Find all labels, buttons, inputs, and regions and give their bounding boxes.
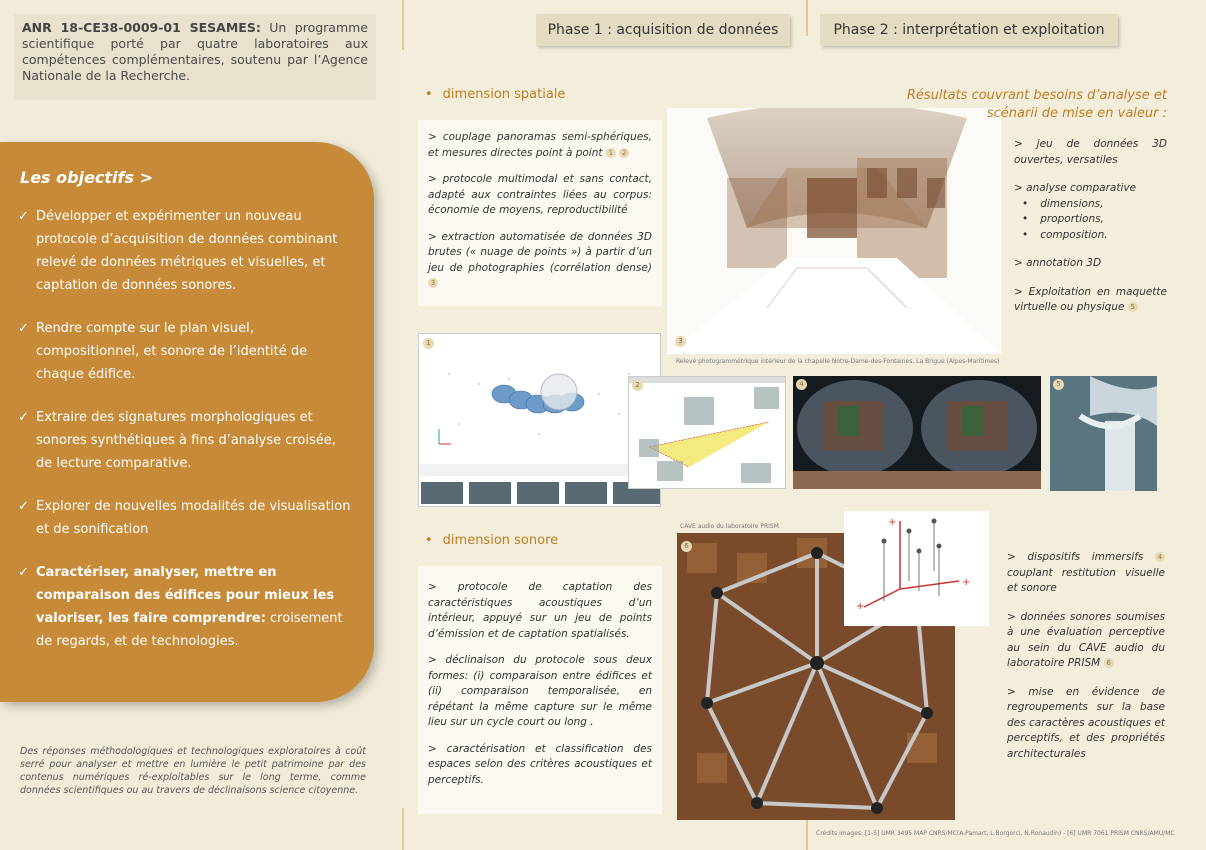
model-illustration (1050, 376, 1157, 491)
check-icon: ✓ (18, 499, 29, 514)
objective-text: Développer et expérimenter un nouveau protocole d’acquisition de données combinant relevé de données métriques et visuelles, et captation de données sonores. (36, 209, 338, 293)
result-item-text: > Exploitation en maquette virtuelle ou physique (1014, 285, 1167, 313)
divider-top-left (402, 0, 404, 50)
point-measure-illustration (629, 377, 786, 489)
spatial-paragraph (428, 230, 652, 292)
chapel-illustration (667, 108, 1001, 354)
sonic-paragraph: > déclinaison du protocole sous deux formes: (i) comparaison entre édifices et (ii) comparaison temporalisée, en répétant la même capture sur le même lieu sur un cycle court ou long . (428, 654, 652, 728)
phase-2-label: Phase 2 : interprétation et exploitation (820, 14, 1118, 46)
objectives-list (20, 205, 354, 653)
spatial-text-box (418, 120, 662, 306)
check-icon: ✓ (18, 321, 29, 336)
panorama-survey-image (418, 333, 661, 507)
figure-number: 5 (1053, 379, 1064, 390)
sonic-results-list (1007, 550, 1165, 775)
axis-plus-label: + (888, 517, 897, 528)
sonic-result-item (1007, 610, 1165, 672)
sonic-result-item (1007, 550, 1165, 597)
spatial-paragraph-text: > protocole multimodal et sans contact, adapté aux contraintes liées au corpus: économie de moyens, reproductibilité (428, 173, 652, 216)
results-list (1014, 137, 1167, 329)
bullet-icon: • (425, 87, 433, 102)
point-measure-image (628, 376, 786, 489)
sonic-paragraph: > caractérisation et classification des espaces selon des critères acoustiques et perceptifs. (428, 742, 652, 786)
divider-bottom-left (402, 808, 404, 850)
result-sublist (1022, 197, 1167, 244)
chapel-caption: Relevé photogrammétrique intérieur de la chapelle Notre-Dame-des-Fontaines, La Brigue (Alpes-Maritimes) (676, 358, 1000, 365)
axis-plus-label: + (856, 601, 865, 612)
spatial-paragraph-text: > extraction automatisée de données 3D brutes (« nuage de points ») à partir d’un jeu de photographies (corrélation dense) (428, 230, 652, 274)
sonic-result-item: > mise en évidence de regroupements sur la base des caractères acoustiques et perceptifs, et des propriétés architecturales (1007, 685, 1165, 760)
figure-number: 2 (632, 380, 643, 391)
figure-ref: 1 (606, 148, 616, 158)
spatial-paragraph (428, 130, 652, 161)
figure-number: 3 (675, 336, 686, 347)
sonic-result-text: couplant restitution visuelle et sonore (1007, 566, 1165, 594)
figure-ref: 6 (1104, 658, 1114, 668)
figure-number: 1 (423, 338, 434, 349)
sonic-paragraph: > protocole de captation des caractéristiques acoustiques d’un intérieur, appuyé sur un jeu de points d’émission et de captation spatialisés. (428, 581, 652, 640)
result-item: > jeu de données 3D ouvertes, versatiles (1014, 138, 1167, 166)
bottom-note: Des réponses méthodologiques et technologiques exploratoires à coût serré pour analyser et mettre en lumière le petit patrimoine par des contenus numériques ré-exploitables sur le long terme, comme données scientifiques ou au travers de déclinaisons science citoyenne. (20, 746, 366, 796)
objective-text: Explorer de nouvelles modalités de visualisation et de sonification (36, 499, 351, 537)
objective-rest: croisement de regards, et de technologies. (36, 611, 343, 649)
project-code: ANR 18-CE38-0009-01 SESAMES: (22, 20, 261, 35)
result-subitem: • dimensions, (1022, 197, 1167, 213)
project-header (14, 14, 376, 100)
image-credits: Crédits images: [1-5] UMR 3495 MAP CNRS/MC(A.Pamart, L.Borgorci, N.Ronaudin) - [6] UMR 7061 PRISM CNRS/AMU/MC (816, 830, 1175, 837)
figure-ref: 2 (619, 148, 629, 158)
result-subitem: • proportions, (1022, 212, 1167, 228)
sonic-section-title (425, 533, 558, 548)
figure-ref: 3 (428, 278, 438, 288)
objectives-title: Les objectifs > (20, 168, 153, 187)
objective-text: Rendre compte sur le plan visuel, compositionnel, et sonore de l’identité de chaque édifice. (36, 321, 308, 382)
phase-1-label: Phase 1 : acquisition de données (536, 14, 790, 46)
objective-item (20, 495, 354, 541)
figure-ref: 5 (1128, 302, 1138, 312)
check-icon: ✓ (18, 209, 29, 224)
result-item: > annotation 3D (1014, 257, 1102, 269)
spatial-axes-diagram (844, 511, 989, 626)
figure-number: 6 (681, 541, 692, 552)
objective-item (20, 406, 354, 475)
vr-immersive-image (793, 376, 1041, 489)
objectives-panel (0, 142, 374, 702)
objective-lead: Caractériser, analyser, mettre en comparaison des édifices pour mieux les valoriser, les faire comprendre: (36, 565, 335, 626)
vr-illustration (793, 376, 1041, 489)
objective-item (20, 561, 354, 653)
figure-number: 4 (796, 379, 807, 390)
cave-caption: CAVE audio du laboratoire PRISM (680, 523, 779, 530)
sonic-result-text: > données sonores soumises à une évaluation perceptive au sein du CAVE audio du laboratoire PRISM (1007, 610, 1165, 669)
sonic-text-box (418, 566, 662, 814)
spatial-paragraph (428, 172, 652, 219)
check-icon: ✓ (18, 565, 29, 580)
results-title: Résultats couvrant besoins d’analyse et scénarii de mise en valeur : (906, 88, 1167, 121)
result-item (1014, 285, 1167, 316)
objective-item (20, 205, 354, 297)
axis-plus-label: + (962, 577, 971, 588)
project-description: Un programme scientifique porté par quatre laboratoires aux compétences complémentaires, soutenu par l’Agence Nationale de la Recherche. (22, 20, 368, 83)
spatial-paragraph-text: > couplage panoramas semi-sphériques, et mesures directes point à point (428, 131, 652, 159)
sonic-result-text: > dispositifs immersifs (1007, 551, 1144, 563)
spatial-title-text: dimension spatiale (442, 87, 566, 102)
panorama-illustration (419, 334, 661, 507)
chapel-pointcloud-image (667, 108, 1001, 354)
check-icon: ✓ (18, 410, 29, 425)
objective-item (20, 317, 354, 386)
virtual-model-image (1050, 376, 1157, 491)
objective-text: Extraire des signatures morphologiques et sonores synthétiques à fins d’analyse croisée, de lecture comparative. (36, 410, 336, 471)
figure-ref: 4 (1155, 552, 1165, 562)
bullet-icon: • (425, 533, 433, 548)
result-subitem: • composition. (1022, 228, 1167, 244)
result-item: > analyse comparative (1014, 182, 1137, 194)
sonic-title-text: dimension sonore (442, 533, 559, 548)
axes-illustration (844, 511, 989, 626)
divider-top-mid (806, 0, 808, 36)
spatial-section-title (425, 87, 565, 102)
